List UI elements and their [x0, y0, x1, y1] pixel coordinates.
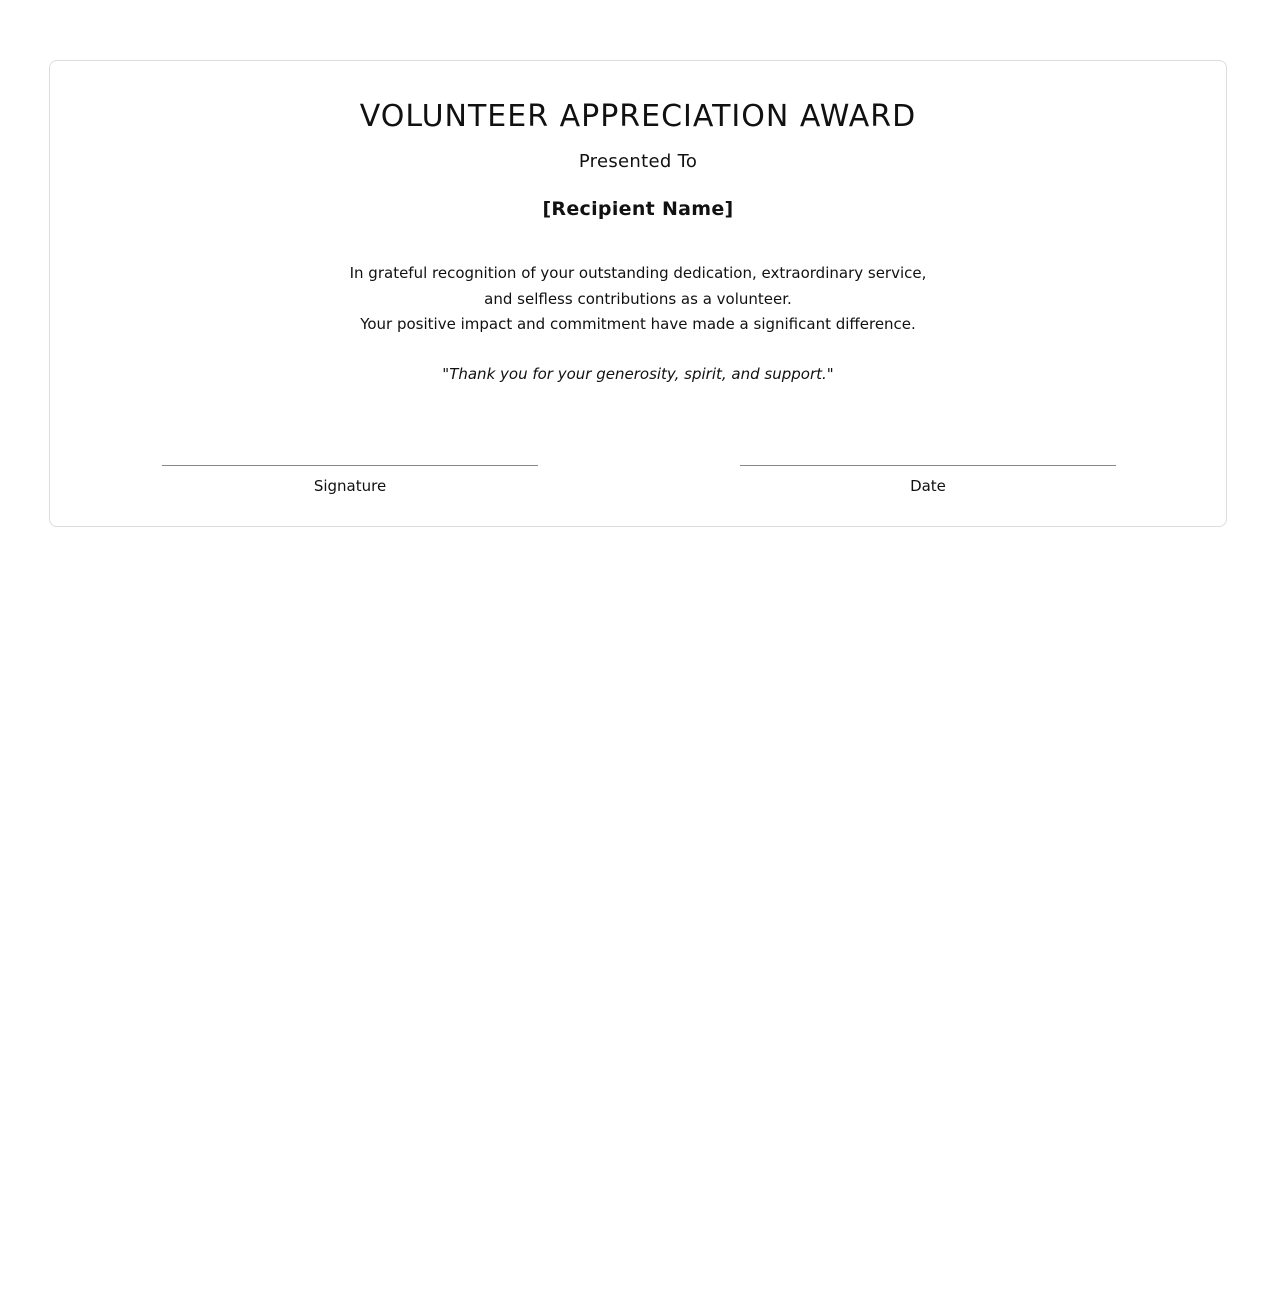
signature-line: [162, 465, 538, 466]
signature-label: Signature: [313, 477, 387, 495]
date-label: Date: [910, 477, 946, 495]
recognition-line-2: and selfless contributions as a volunteer.: [484, 289, 792, 308]
signature-block: [162, 465, 538, 495]
presented-to-label: Presented To: [578, 151, 698, 172]
date-block: [740, 465, 1116, 495]
recognition-text: [50, 261, 1226, 338]
certificate-card: [49, 60, 1227, 527]
recipient-name: [Recipient Name]: [542, 198, 734, 220]
thank-you-quote: "Thank you for your generosity, spirit, and support.": [442, 365, 834, 383]
date-line: [740, 465, 1116, 466]
award-title: VOLUNTEER APPRECIATION AWARD: [359, 99, 917, 134]
recognition-line-1: In grateful recognition of your outstanding dedication, extraordinary service,: [349, 264, 927, 282]
recognition-line-3: Your positive impact and commitment have made a significant difference.: [360, 315, 916, 333]
